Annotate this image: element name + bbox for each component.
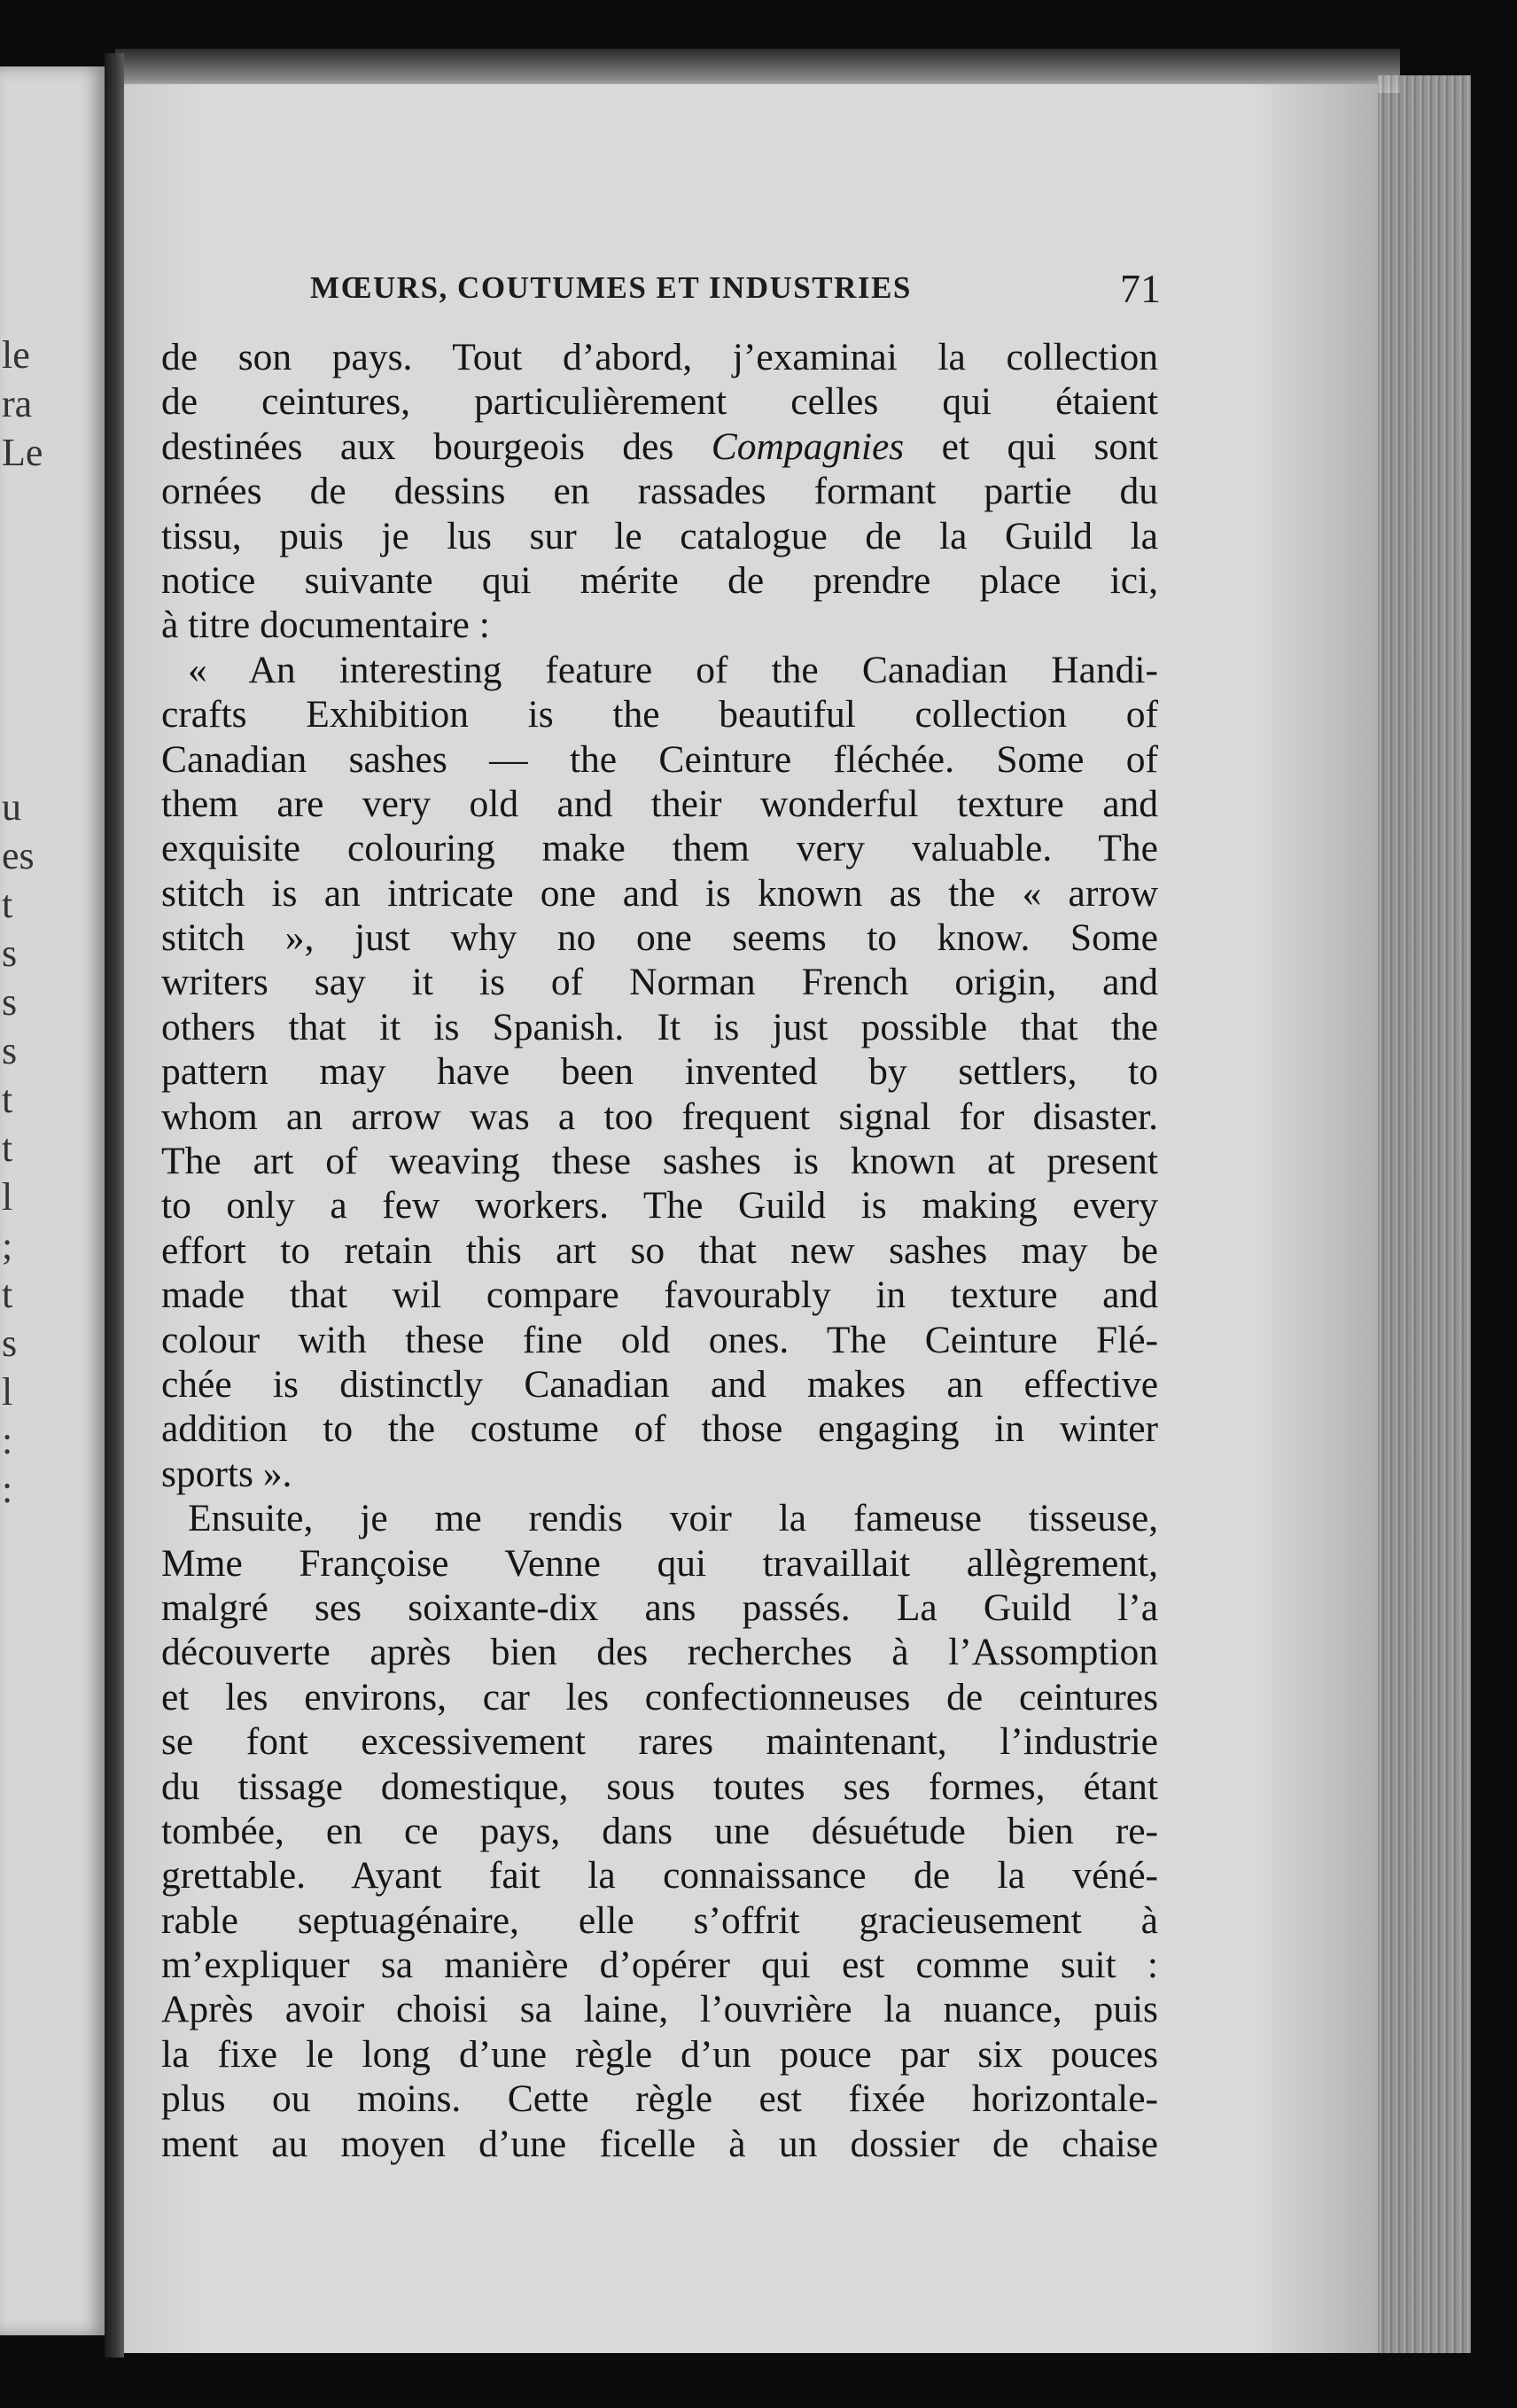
facing-page-fragment: es	[2, 834, 35, 877]
text-line: malgré ses soixante-dix ans passés. La Guild l’a	[161, 1586, 1158, 1629]
text-line: Après avoir choisi sa laine, l’ouvrière la nuance, puis	[161, 1988, 1158, 2031]
text-line: du tissage domestique, sous toutes ses formes, étant	[161, 1765, 1158, 1808]
page-stack-edge	[1378, 75, 1471, 2353]
text-line: stitch », just why no one seems to know. Some	[161, 916, 1158, 960]
text-line: notice suivante qui mérite de prendre place ici,	[161, 558, 1158, 602]
text-line: de ceintures, particulièrement celles qui étaient	[161, 380, 1158, 424]
page-number: 71	[1120, 266, 1161, 311]
running-head: MŒURS, COUTUMES ET INDUSTRIES	[310, 270, 912, 305]
text-line: sports ».	[161, 1452, 292, 1495]
text-line: tombée, en ce pays, dans une désuétude bien re-	[161, 1809, 1158, 1852]
facing-page-fragment: :	[2, 1419, 13, 1462]
facing-page-fragment: ;	[2, 1224, 13, 1267]
text-line: grettable. Ayant fait la connaissance de la véné-	[161, 1854, 1158, 1898]
text-line: m’expliquer sa manière d’opérer qui est comme suit :	[161, 1944, 1158, 1987]
text-line: writers say it is of Norman French origin, and	[161, 961, 1158, 1004]
text-line: « An interesting feature of the Canadian Handi-	[188, 648, 1158, 691]
text-line: Canadian sashes — the Ceinture fléchée. Some of	[161, 737, 1158, 781]
facing-page-fragment: s	[2, 1029, 18, 1072]
text-line: Ensuite, je me rendis voir la fameuse tisseuse,	[188, 1497, 1158, 1540]
text-line: whom an arrow was a too frequent signal for disaster.	[161, 1095, 1158, 1138]
facing-page-fragment: l	[2, 1370, 13, 1414]
text-line: la fixe le long d’une règle d’un pouce par six pouces	[161, 2032, 1158, 2076]
book-gutter	[105, 53, 124, 2357]
text-line: addition to the costume of those engaging in winter	[161, 1407, 1158, 1451]
facing-page-fragment: le	[2, 333, 30, 377]
text-line: destinées aux bourgeois des Compagnies et qui sont	[161, 425, 1158, 468]
text-line: effort to retain this art so that new sashes may be	[161, 1228, 1158, 1272]
text-line: made that wil compare favourably in texture and	[161, 1274, 1158, 1317]
text-line: chée is distinctly Canadian and makes an effective	[161, 1362, 1158, 1406]
facing-page-fragment: :	[2, 1468, 13, 1511]
text-line: ornées de dessins en rassades formant partie du	[161, 470, 1158, 513]
text-line: pattern may have been invented by settlers, to	[161, 1050, 1158, 1094]
facing-page-fragment: t	[2, 1078, 13, 1121]
facing-page-fragment: s	[2, 980, 18, 1024]
text-line: rable septuagénaire, elle s’offrit gracieusement à	[161, 1898, 1158, 1942]
facing-page-fragment: Le	[2, 431, 43, 474]
text-line: de son pays. Tout d’abord, j’examinai la collection	[161, 336, 1158, 378]
facing-page-fragment: u	[2, 785, 21, 829]
italic-term: Compagnies	[711, 425, 905, 468]
facing-page-fragment: s	[2, 1321, 18, 1365]
text-line: exquisite colouring make them very valuable. The	[161, 827, 1158, 870]
text-line: découverte après bien des recherches à l’Assomption	[161, 1631, 1158, 1674]
text-line: plus ou moins. Cette règle est fixée horizontale-	[161, 2077, 1158, 2121]
facing-page-fragment: s	[2, 931, 18, 975]
facing-page-edge	[0, 66, 105, 2335]
text-line: them are very old and their wonderful texture and	[161, 782, 1158, 825]
text-line: tissu, puis je lus sur le catalogue de la Guild la	[161, 514, 1158, 557]
text-line: ment au moyen d’une ficelle à un dossier de chaise	[161, 2122, 1158, 2165]
facing-page-fragment: t	[2, 883, 13, 926]
text-line: et les environs, car les confectionneuses de ceintures	[161, 1675, 1158, 1718]
facing-page-fragment: t	[2, 1126, 13, 1170]
facing-page-fragments	[0, 66, 105, 2335]
facing-page-fragment: t	[2, 1273, 13, 1316]
text-line: to only a few workers. The Guild is making every	[161, 1184, 1158, 1227]
text-line: stitch is an intricate one and is known as the « arrow	[161, 871, 1158, 915]
text-line: Mme Françoise Venne qui travaillait allègrement,	[161, 1541, 1158, 1585]
text-line: à titre documentaire :	[161, 604, 490, 647]
text-line: others that it is Spanish. It is just possible that the	[161, 1005, 1158, 1048]
page-header	[310, 266, 1161, 323]
text-line: se font excessivement rares maintenant, l’industrie	[161, 1720, 1158, 1764]
text-line: crafts Exhibition is the beautiful collection of	[161, 693, 1158, 736]
text-line: The art of weaving these sashes is known at present	[161, 1140, 1158, 1183]
body-text	[161, 335, 1158, 2166]
facing-page-fragment: ra	[2, 382, 33, 425]
text-line: colour with these fine old ones. The Ceinture Flé-	[161, 1318, 1158, 1361]
facing-page-fragment: l	[2, 1175, 13, 1219]
